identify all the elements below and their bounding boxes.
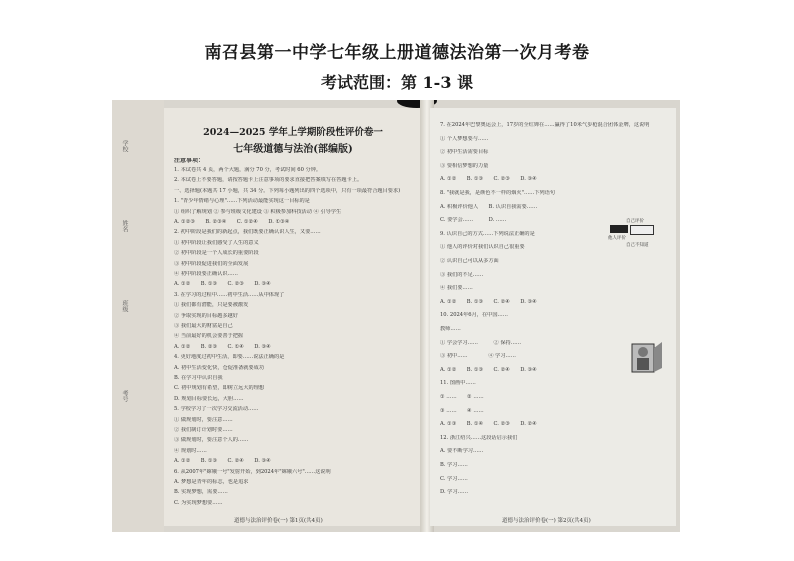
question-line: ③ …… ④ …… [440, 407, 484, 414]
document-title: 南召县第一中学七年级上册道德法治第一次月考卷 [204, 43, 590, 63]
binding-margin [112, 100, 164, 532]
question-line: ③ 我们最大的财富是自己 [174, 323, 233, 329]
question-line: C. 为实现梦想要…… [174, 499, 223, 506]
question-line: 6. 从2007年"嫦娥一号"发射开始，到2024年"嫦娥六号"……这说明 [174, 468, 331, 475]
diagram-light-cell [630, 225, 654, 235]
left-page [164, 108, 422, 526]
question-line: 3. 在学习的过程中……初中生活……从中体现了 [174, 291, 285, 298]
question-line: ③ 做规划时，要注意个人的…… [174, 437, 249, 444]
exam-scope: 考试范围：第 1-3 课 [320, 73, 474, 92]
question-line: 1. "青少年情绪与心理"……下列活动最能实现这一目标的是 [174, 198, 310, 205]
question-line: A. ①② B. ①③ C. ②③ D. ③④ [174, 281, 271, 288]
question-line: ③ 初中阶段促进我们的全面发展 [174, 260, 249, 267]
diagram-label: 他人评价 [608, 236, 626, 241]
page-footer: 道德与法治评价卷(一) 第2页(共4页) [502, 518, 591, 524]
question-line: ④ 当前最好的机会要善于把握 [174, 333, 244, 340]
question-line: A. ①② B. ①③ C. ②④ D. ③④ [174, 458, 271, 465]
question-line: A. 初中生活变化快，仓促准备就要成功 [174, 364, 265, 371]
cartoon-figure-icon [628, 338, 664, 378]
question-line: 教师…… [440, 326, 461, 332]
question-line: 2. 初中阶段是我们的新起点，我们既要正确认识人生，又要…… [174, 229, 321, 236]
page-footer: 道德与法治评价卷(一) 第1页(共4页) [234, 518, 323, 524]
question-line: 9. 认识自己的方式……下列说法正确的是 [440, 230, 535, 237]
question-line: ② 初中阶段是一个人成长的重要阶段 [174, 250, 259, 257]
question-line: C. 要学会…… D. …… [440, 217, 507, 224]
question-line: A. ①② B. ①③ C. ②③ D. ③④ [440, 176, 537, 183]
question-line: A. ①② B. ①③ C. ②④ D. ③④ [440, 366, 537, 373]
question-line: ② 争取实现的目标越多越好 [174, 312, 238, 319]
question-line: 1. 本试卷共 4 页，两个大题，满分 70 分，考试时间 60 分钟。 [174, 167, 322, 173]
question-line: ① 初中阶段让我们感受了人生的意义 [174, 239, 259, 246]
question-line: B. 学习…… [440, 462, 468, 468]
question-line: ① 我们都有潜能，只是要被激发 [174, 302, 249, 309]
question-line: ③ 初中…… ④ 学习…… [440, 353, 516, 360]
question-line: A. 梦想是青年的标志，也是追求 [174, 479, 249, 485]
question-line: ② 初中生活需要目标 [440, 149, 489, 156]
binding-label: 考号 [121, 390, 128, 402]
question-line: ① 做规划时，要注意…… [174, 416, 233, 423]
question-line: C. 初中规划有希望，即树立远大的理想 [174, 385, 265, 392]
diagram-label: 自己评价 [626, 219, 644, 224]
diagram-dark-cell [610, 225, 628, 233]
binding-label: 学校 [121, 140, 128, 152]
exam-heading: 2024—2025 学年上学期阶段性评价卷一 [203, 127, 383, 138]
question-line: A. ①② B. ②③ C. ①④ D. ③④ [174, 343, 271, 350]
question-line: A. 要不断学习…… [440, 448, 484, 455]
question-line: B. 实现梦想，需要…… [174, 489, 228, 496]
question-line: D. 学习…… [440, 489, 469, 496]
question-line: ① 学会学习…… ② 保持…… [440, 339, 522, 346]
question-line: A. ①③ B. ①④ C. ②③ D. ②④ [440, 421, 537, 428]
question-line: 8. "我就是我，是颜色不一样的烟火"……下列语句 [440, 190, 556, 196]
question-line: D. 规划目标要长远，大胆…… [174, 395, 244, 402]
question-line: ② 认识自己可以从多方面 [440, 258, 499, 264]
question-line: 12. 浙江绍兴……这段话启示我们 [440, 434, 518, 441]
question-line: ① 个人梦想要与…… [440, 135, 489, 142]
question-line: ③ 我们的不足…… [440, 271, 484, 278]
exam-subtitle: 七年级道德与法治(部编版) [233, 144, 353, 155]
binding-label: 姓名 [121, 220, 128, 232]
question-line: 2. 本试卷上不要答题，请按答题卡上注意事项的要求直接把答案填写在答题卡上。 [174, 177, 363, 184]
question-line: ② 我们制订计划时要…… [174, 427, 233, 433]
question-line: ④ 规划时…… [174, 447, 207, 454]
notice-heading: 注意事项： [174, 158, 205, 164]
diagram-label: 自己不知道 [626, 243, 649, 248]
question-line: 7. 在2024年巴黎奥运会上，17岁的全红婵在……赢得了10米气步枪混合团体金牌，这说明 [440, 122, 650, 128]
question-line: 4. 更好地度过初中生活，即要……说法正确的是 [174, 354, 285, 361]
question-line: 10. 2024年6月，在中国…… [440, 312, 508, 319]
question-line: 11. 图画中…… [440, 380, 476, 387]
question-line: ③ 要相信梦想的力量 [440, 162, 489, 169]
cartoon-illustration [628, 338, 664, 378]
question-line: A. ①②③ B. ②③④ C. ①②④ D. ①③④ [174, 219, 290, 225]
question-line: A. 积极评价他人 B. 认识自我需要…… [440, 203, 538, 210]
question-line: ④ 我们要…… [440, 285, 473, 292]
binding-label: 班级 [121, 300, 128, 312]
question-line: ① …… ② …… [440, 394, 484, 400]
question-line: 一、选择题(本题共 17 小题，共 34 分。下列每小题列出的四个选项中，只有一项最符合题目要求) [174, 187, 401, 194]
right-page [430, 108, 676, 526]
question-line: B. 在学习中认识自我 [174, 375, 223, 381]
question-line: A. ①② B. ①③ C. ②④ D. ③④ [440, 298, 537, 305]
question-line: C. 学习…… [440, 475, 468, 482]
exam-paper-photo [112, 100, 680, 532]
question-line: ① 组织了解规划 ② 参与班级文化建设 ③ 积极参加科技活动 ④ 引导学生 [174, 208, 342, 215]
question-line: ④ 初中阶段要正确认识…… [174, 271, 238, 277]
johari-diagram [608, 220, 660, 250]
question-line: 5. 学校学习了一次学习交流活动…… [174, 406, 259, 413]
question-line: ① 他人的评价对我们认识自己很重要 [440, 244, 525, 251]
